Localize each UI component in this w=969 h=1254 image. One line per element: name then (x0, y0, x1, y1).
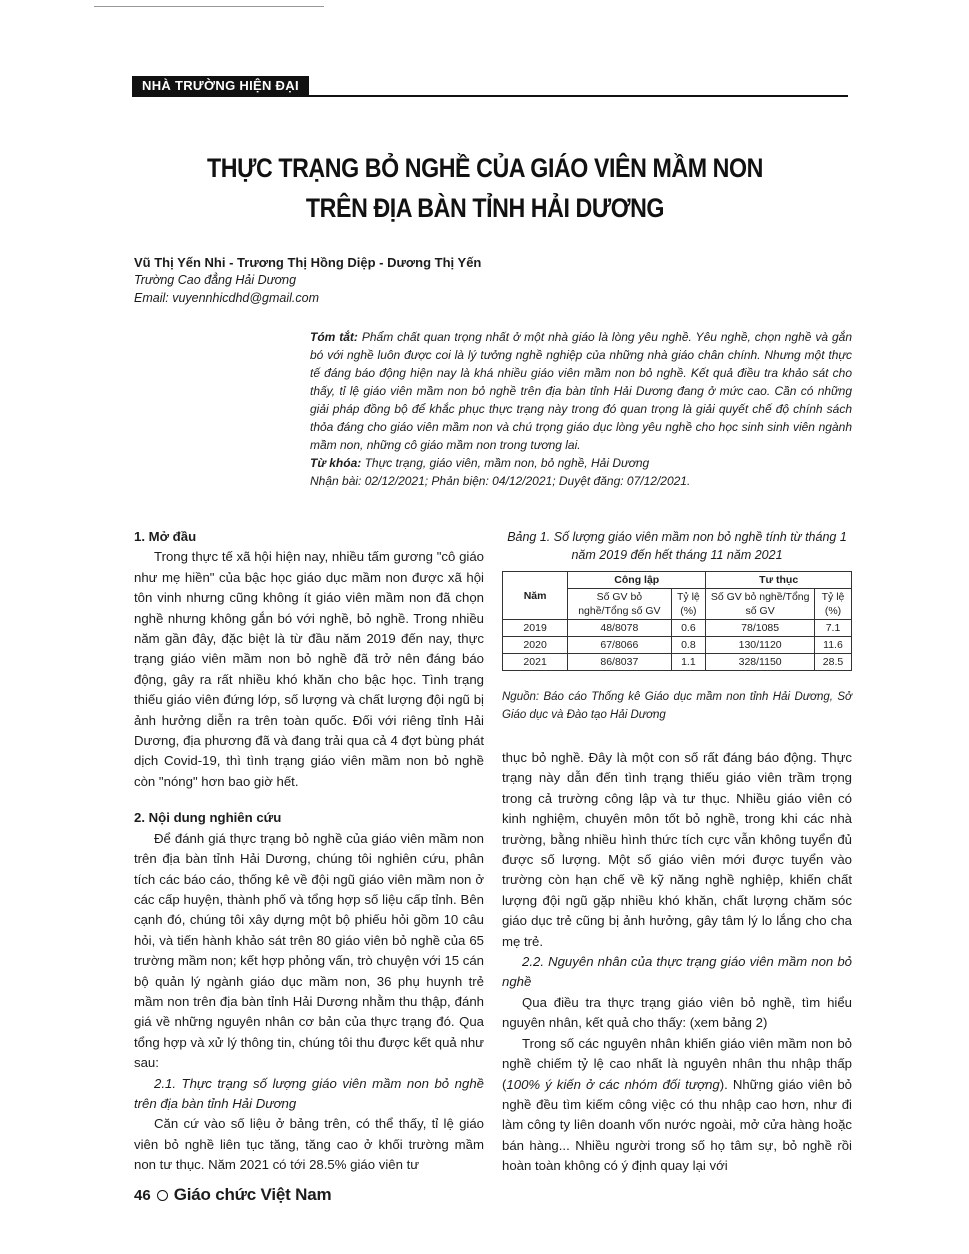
cell-year: 2021 (503, 654, 568, 671)
cell-public-rate: 1.1 (671, 654, 706, 671)
cell-public-count: 67/8066 (568, 637, 671, 654)
heading-intro: 1. Mở đầu (134, 529, 197, 544)
keywords-label: Từ khóa: (310, 456, 362, 470)
cell-private-count: 130/1120 (706, 637, 815, 654)
cell-private-rate: 7.1 (815, 620, 852, 637)
result-paragraph: Căn cứ vào số liệu ở bảng trên, có thể thấy, tỉ lệ giáo viên bỏ nghề liên tục tăng, tăng cao ở khối trường mầm non tư thục. Năm 2021 có tới 28.5% giáo viên tư (134, 1116, 484, 1173)
abstract-label: Tóm tắt: (310, 330, 358, 344)
table-header-private: Tư thục (706, 572, 852, 589)
heading-content: 2. Nội dung nghiên cứu (134, 810, 282, 826)
cell-year: 2019 (503, 620, 568, 637)
cell-private-rate: 28.5 (815, 654, 852, 671)
cell-year: 2020 (503, 637, 568, 654)
article-dates: Nhận bài: 02/12/2021; Phản biện: 04/12/2021; Duyệt đăng: 07/12/2021. (310, 474, 691, 488)
author-email: Email: vuyennhicdhd@gmail.com (134, 291, 319, 305)
table-row (503, 637, 852, 654)
authors: Vũ Thị Yến Nhi - Trương Thị Hồng Diệp - Dương Thị Yến (134, 255, 482, 270)
cause-text-c: ). Những giáo viên bỏ nghề đều tìm kiếm công việc có thu nhập cao hơn, như đi làm công ty liên doanh vốn nước ngoài, mở cửa hàng hoặc bán hàng... Nhiều người trong số họ tâm sự, bỏ nghề rồi hoàn toàn không có ý định quay lại với (502, 1076, 853, 1174)
title-line-2: TRÊN ĐỊA BÀN TỈNH HẢI DƯƠNG (305, 193, 665, 223)
page-footer (134, 1185, 331, 1205)
cell-public-rate: 0.8 (671, 637, 706, 654)
right-column (502, 748, 852, 1177)
table-row (503, 654, 852, 671)
cell-private-rate: 11.6 (815, 637, 852, 654)
keywords-text: Thực trạng, giáo viên, mầm non, bỏ nghề, Hải Dương (364, 456, 650, 470)
cause-text-emphasis: 100% ý kiến ở các nhóm đối tượng (506, 1076, 720, 1092)
table-source: Nguồn: Báo cáo Thống kê Giáo dục mầm non tỉnh Hải Dương, Sở Giáo dục và Đào tạo Hải Dương (502, 691, 852, 721)
affiliation: Trường Cao đẳng Hải Dương (134, 273, 297, 287)
cell-private-count: 328/1150 (706, 654, 815, 671)
table-header-year: Năm (503, 572, 568, 620)
cell-private-count: 78/1085 (706, 620, 815, 637)
cell-public-count: 86/8037 (568, 654, 671, 671)
article-title (171, 148, 799, 228)
data-table (502, 571, 852, 671)
cause-paragraph (502, 1034, 852, 1177)
table-header-rate: Tỷ lệ (%) (671, 589, 706, 620)
intro-paragraph: Trong thực tế xã hội hiện nay, nhiều tấm gương "cô giáo như mẹ hiền" của bậc học giáo dục mầm non được xã hội tôn vinh nhưng cũng không ít giáo viên mầm non đã chọn nghề nhưng không gắn bó với nghề, bỏ nghề. Trong nhiều năm gần đây, đặc biệt là từ đầu năm 2019 đến nay, thực trạng giáo viên mầm non bỏ nghề đã trở nên đáng báo động, gây ra rất nhiều khó khăn cho bậc học. Tình trạng thiếu giáo viên đứng lớp, số lượng và chất lượng đội ngũ bị ảnh hưởng diễn ra trên toàn quốc. Đối với riêng tỉnh Hải Dương, địa phương đã và đang trải qua cả 4 đợt bùng phát dịch Covid-19, thì tình trạng giáo viên mầm non bỏ nghề còn "nóng" hơn bao giờ hết. (134, 549, 484, 789)
table-header-count: Số GV bỏ nghề/Tổng số GV (568, 589, 671, 620)
method-paragraph: Để đánh giá thực trạng bỏ nghề của giáo viên mầm non trên địa bàn tỉnh Hải Dương, chúng tôi nghiên cứu, phân tích các báo cáo, thống kê về đội ngũ giáo viên mầm non ở các cấp huyện, thành phố và tổng hợp số liệu cấp tỉnh. Bên cạnh đó, chúng tôi xây dựng một bộ phiếu hỏi gồm 10 câu hỏi, và tiến hành khảo sát trên 80 giáo viên bỏ nghề của 65 trường mầm non; kết hợp phỏng vấn, trò chuyện với 15 cán bộ quản lý ngành giáo dục mầm non, 36 phụ huynh trẻ mầm non trên địa bàn tỉnh Hải Dương nhằm thu thập, đánh giá về những nguyên nhân cơ bản của thực trạng đó. Qua tổng hợp và xử lý thông tin, chúng tôi thu được kết quả như sau: (134, 830, 484, 1071)
table-caption: Bảng 1. Số lượng giáo viên mầm non bỏ nghề tính từ tháng 1 năm 2019 đến hết tháng 11 năm 2021 (507, 530, 847, 562)
continuation-paragraph: thục bỏ nghề. Đây là một con số rất đáng báo động. Thực trạng này dẫn đến tình trạng thiếu giáo viên trầm trọng trong cả trường công lập và tư thục. Nhiều giáo viên có kinh nghiệm, chuyên môn tốt bỏ nghề, trong khi các nhà trường, bằng nhiều hình thức tích cực vẫn không tuyển đủ được số lượng. Một số giáo viên mới được tuyển vào trường còn hạn chế về kỹ năng nghề nghiệp, khiến chất lượng đội ngũ gặp nhiều khó khăn, chất lượng chăm sóc giáo dục trẻ cũng bị ảnh hưởng, gây tâm lý lo lắng cho cha mẹ trẻ. (502, 750, 852, 949)
page-number: 46 (134, 1186, 151, 1204)
section-header (132, 76, 848, 96)
subheading-2-1: 2.1. Thực trạng số lượng giáo viên mầm non bỏ nghề trên địa bàn tỉnh Hải Dương (134, 1075, 484, 1111)
table-row (503, 620, 852, 637)
cell-public-count: 48/8078 (568, 620, 671, 637)
table-header-rate: Tỷ lệ (%) (815, 589, 852, 620)
cause-text-a: Trong số các nguyên nhân khiến giáo viên mầm non bỏ nghề chiếm tỷ lệ cao nhất là nguyên nhân thu nhập thấp ( (502, 1035, 852, 1092)
cause-intro-paragraph: Qua điều tra thực trạng giáo viên bỏ nghề, tìm hiểu nguyên nhân, kết quả cho thấy: (xem bảng 2) (502, 994, 852, 1031)
table-header-public: Công lập (568, 572, 706, 589)
cell-public-rate: 0.6 (671, 620, 706, 637)
top-rule (94, 6, 324, 7)
subheading-2-2: 2.2. Nguyên nhân của thực trạng giáo viên mầm non bỏ nghề (502, 954, 852, 990)
abstract-text: Phẩm chất quan trọng nhất ở một nhà giáo là lòng yêu nghề. Yêu nghề, chọn nghề và gắn bó với nghề luôn được coi là lý tưởng nghề nghiệp của những nhà giáo chân chính. Nhưng một thực tế đáng báo động hiện nay là khá nhiều giáo viên mầm non bỏ nghề. Kết quả điều tra khảo sát cho thấy, tỉ lệ giáo viên mầm non bỏ nghề trên địa bàn tỉnh Hải Dương đang ở mức cao. Cần có những giải pháp đồng bộ để khắc phục thực trạng này trong đó quan trọng là giải quyết chế độ chính sách thỏa đáng cho giáo viên mầm non và chú trọng giáo dục lòng yêu nghề cho học sinh sinh viên ngành mầm non, những cô giáo mầm non trong tương lai. (310, 330, 853, 452)
journal-name: Giáo chức Việt Nam (173, 1185, 332, 1204)
section-label: NHÀ TRƯỜNG HIỆN ĐẠI (132, 76, 309, 96)
title-line-1: THỰC TRẠNG BỎ NGHỀ CỦA GIÁO VIÊN MẦM NON (207, 153, 763, 183)
left-column (134, 527, 484, 1176)
abstract (310, 328, 852, 490)
table-header-count: Số GV bỏ nghề/Tổng số GV (706, 589, 815, 620)
circle-icon (157, 1190, 168, 1201)
